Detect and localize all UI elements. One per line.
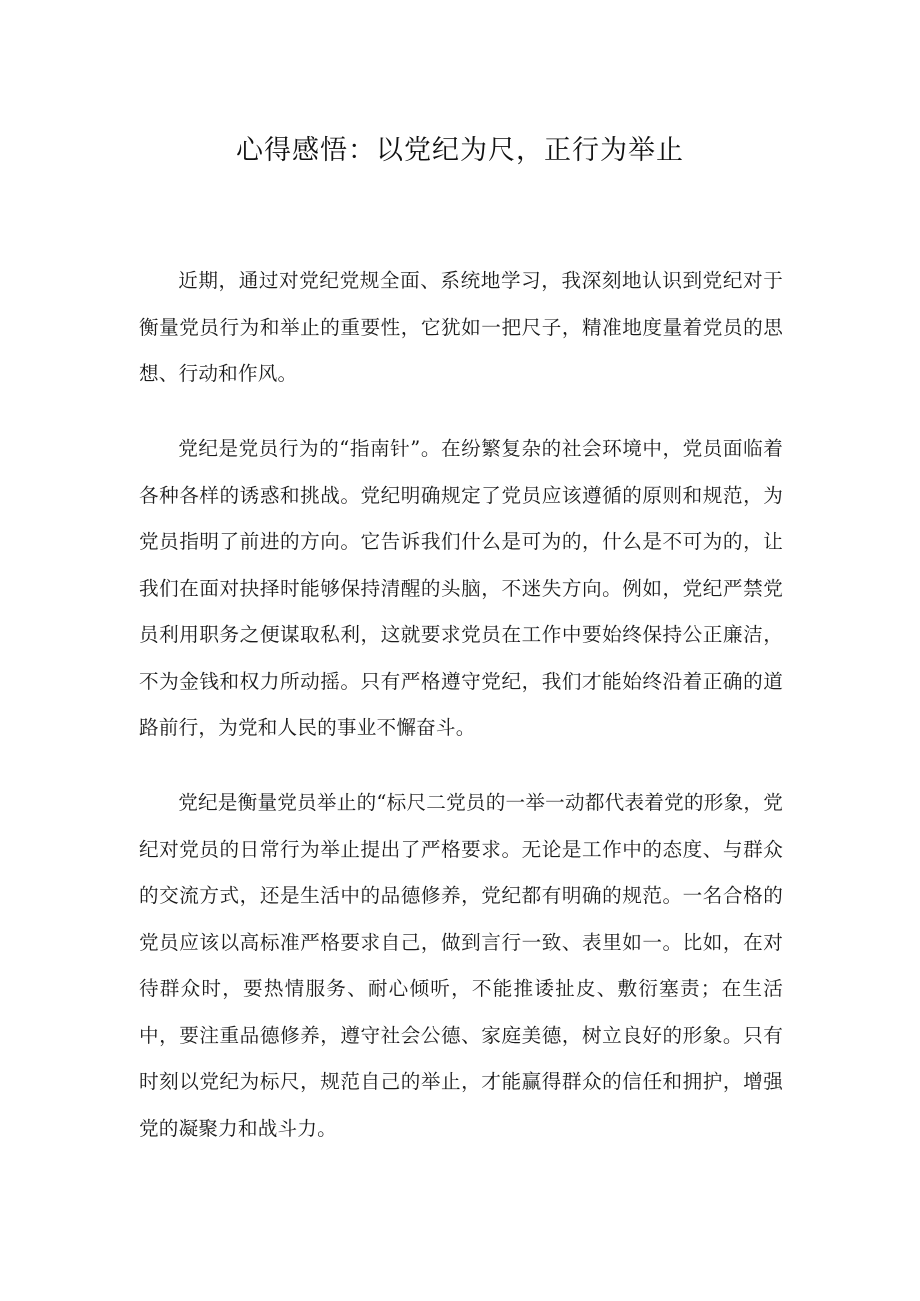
paragraph-ruler: 党纪是衡量党员举止的“标尺二党员的一举一动都代表着党的形象，党纪对党员的日常行为举止提出了严格要求。无论是工作中的态度、与群众的交流方式，还是生活中的品德修养，党纪都有明确的规范。一名合格的党员应该以高标准严格要求自己，做到言行一致、表里如一。比如，在对待群众时，要热情服务、耐心倾听，不能推诿扯皮、敷衍塞责；在生活中，要注重品德修养，遵守社会公德、家庭美德，树立良好的形象。只有时刻以党纪为标尺，规范自己的举止，才能赢得群众的信任和拥护，增强党的凝聚力和战斗力。 bbox=[139, 791, 783, 1140]
paragraph-block bbox=[139, 780, 783, 1189]
document-title: 心得感悟：以党纪为尺，正行为举止 bbox=[236, 135, 684, 166]
paragraph-intro: 近期，通过对党纪党规全面、系统地学习，我深刻地认识到党纪对于衡量党员行为和举止的重要性，它犹如一把尺子，精准地度量着党员的思想、行动和作风。 bbox=[139, 269, 783, 385]
paragraph-compass: 党纪是党员行为的“指南针”。在纷繁复杂的社会环境中，党员面临着各种各样的诱惑和挑战。党纪明确规定了党员应该遵循的原则和规范，为党员指明了前进的方向。它告诉我们什么是可为的，什么是不可为的，让我们在面对抉择时能够保持清醒的头脑，不迷失方向。例如，党纪严禁党员利用职务之便谋取私利，这就要求党员在工作中要始终保持公正廉洁，不为金钱和权力所动摇。只有严格遵守党纪，我们才能始终沿着正确的道路前行，为党和人民的事业不懈奋斗。 bbox=[139, 437, 783, 739]
paragraph-block bbox=[139, 426, 783, 789]
paragraph-block bbox=[139, 258, 783, 435]
